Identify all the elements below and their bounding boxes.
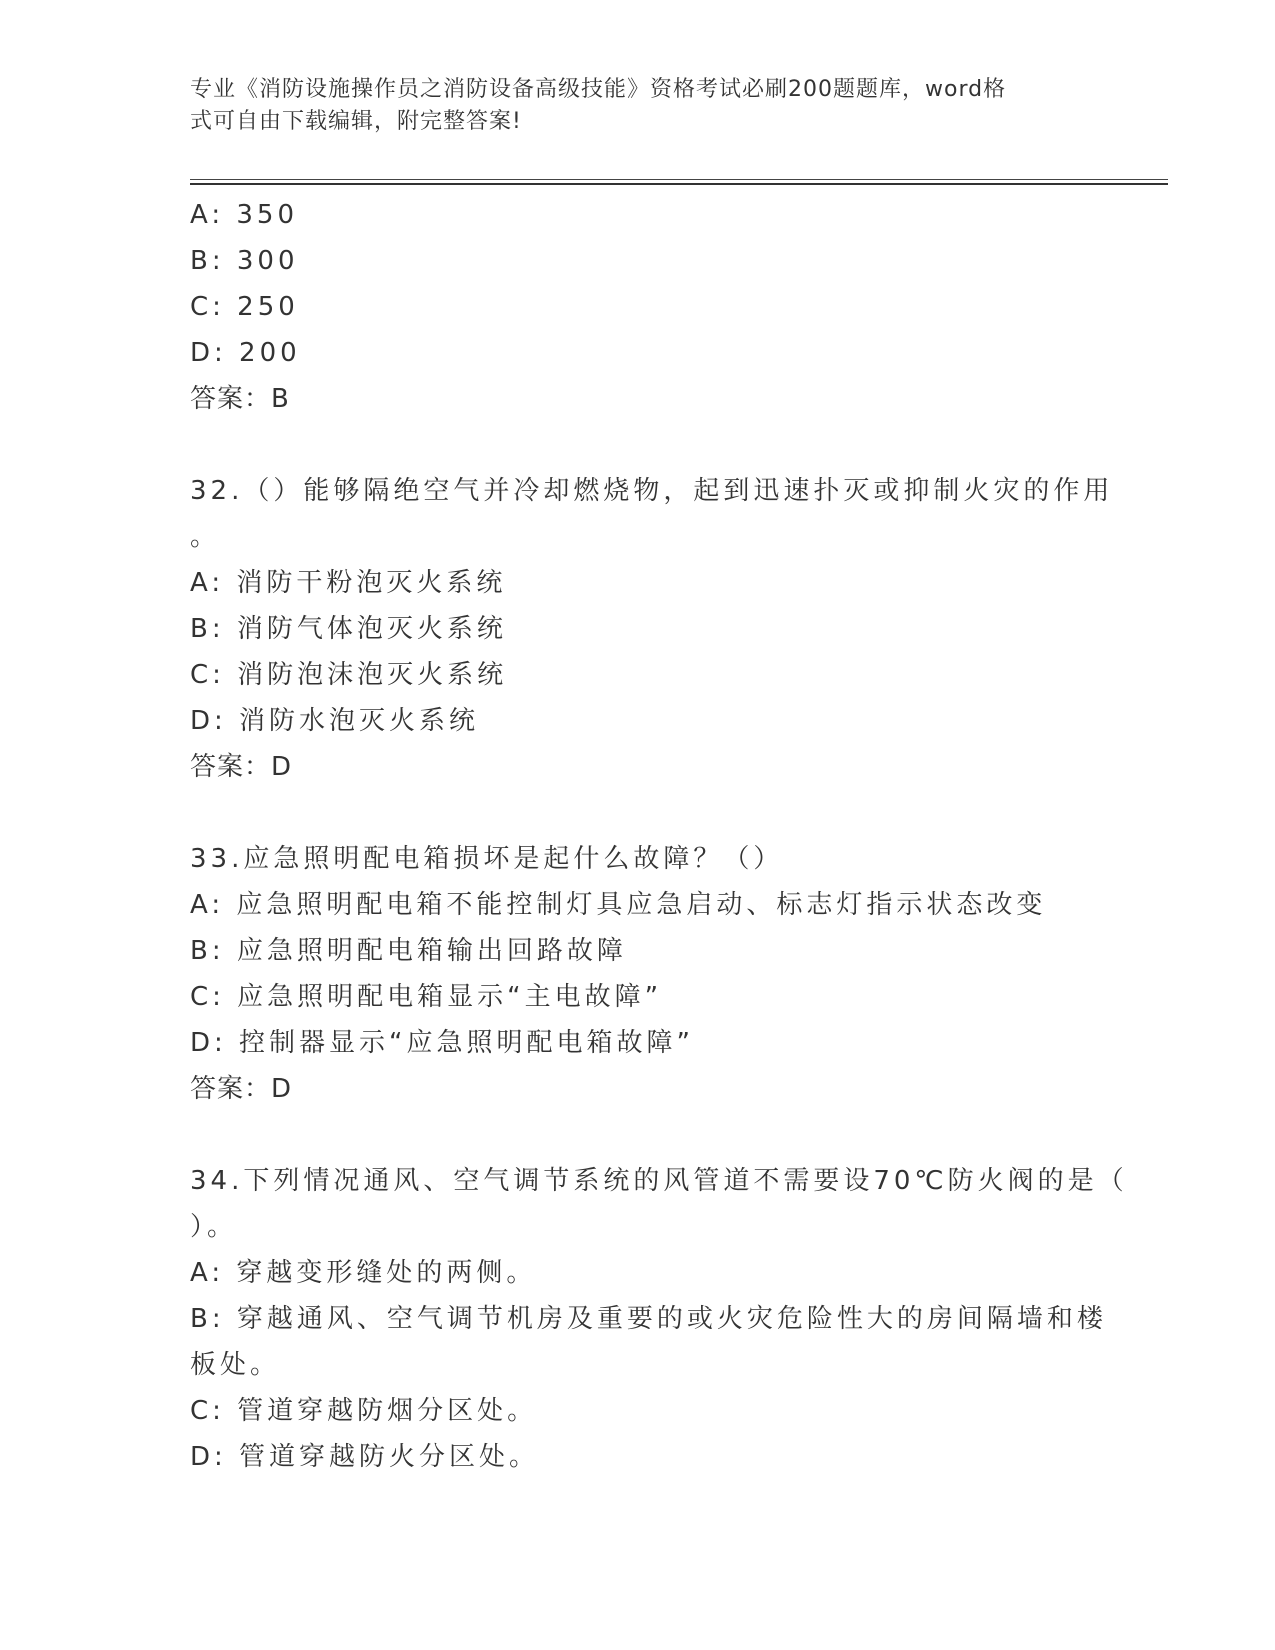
question-31 (190, 192, 1090, 422)
option-b-cont: 板处。 (190, 1350, 281, 1380)
option-b: B: 穿越通风、空气调节机房及重要的或火灾危险性大的房间隔墙和楼 (190, 1304, 1107, 1334)
question-stem-cont: 。 (190, 522, 221, 552)
option-d: D: 消防水泡灭火系统 (190, 706, 480, 736)
question-stem: 33.应急照明配电箱损坏是起什么故障？（） (190, 844, 784, 874)
question-33 (190, 836, 1090, 1112)
option-a: A: 消防干粉泡灭火系统 (190, 568, 507, 598)
option-c: C: 消防泡沫泡灭火系统 (190, 660, 508, 690)
question-32 (190, 468, 1114, 790)
option-b: B: 应急照明配电箱输出回路故障 (190, 936, 627, 966)
header-rule-thin (190, 179, 1168, 180)
answer: 答案：D (190, 752, 293, 782)
option-b: B: 300 (190, 246, 299, 276)
answer: 答案：D (190, 1074, 293, 1104)
option-c: C: 250 (190, 292, 299, 322)
option-c: C: 应急照明配电箱显示“主电故障” (190, 982, 663, 1012)
option-a: A: 应急照明配电箱不能控制灯具应急启动、标志灯指示状态改变 (190, 890, 1047, 920)
option-a: A: 350 (190, 200, 298, 230)
question-34 (190, 1158, 1128, 1480)
option-c: C: 管道穿越防烟分区处。 (190, 1396, 538, 1426)
option-a: A: 穿越变形缝处的两侧。 (190, 1258, 537, 1288)
option-d: D: 管道穿越防火分区处。 (190, 1442, 540, 1472)
question-list (190, 192, 1128, 1480)
header-line-1: 专业《消防设施操作员之消防设备高级技能》资格考试必刷200题题库，word格 (190, 77, 1007, 102)
header-line-2: 式可自由下载编辑，附完整答案! (190, 109, 522, 134)
option-d: D: 控制器显示“应急照明配电箱故障” (190, 1028, 694, 1058)
document-header (190, 74, 1080, 138)
header-rule-thick (190, 183, 1168, 185)
question-stem: 32.（）能够隔绝空气并冷却燃烧物，起到迅速扑灭或抑制火灾的作用 (190, 476, 1114, 506)
question-stem-cont: ）。 (190, 1212, 238, 1242)
question-stem: 34.下列情况通风、空气调节系统的风管道不需要设70℃防火阀的是（ (190, 1166, 1128, 1196)
option-b: B: 消防气体泡灭火系统 (190, 614, 507, 644)
option-d: D: 200 (190, 338, 301, 368)
answer: 答案：B (190, 384, 290, 414)
